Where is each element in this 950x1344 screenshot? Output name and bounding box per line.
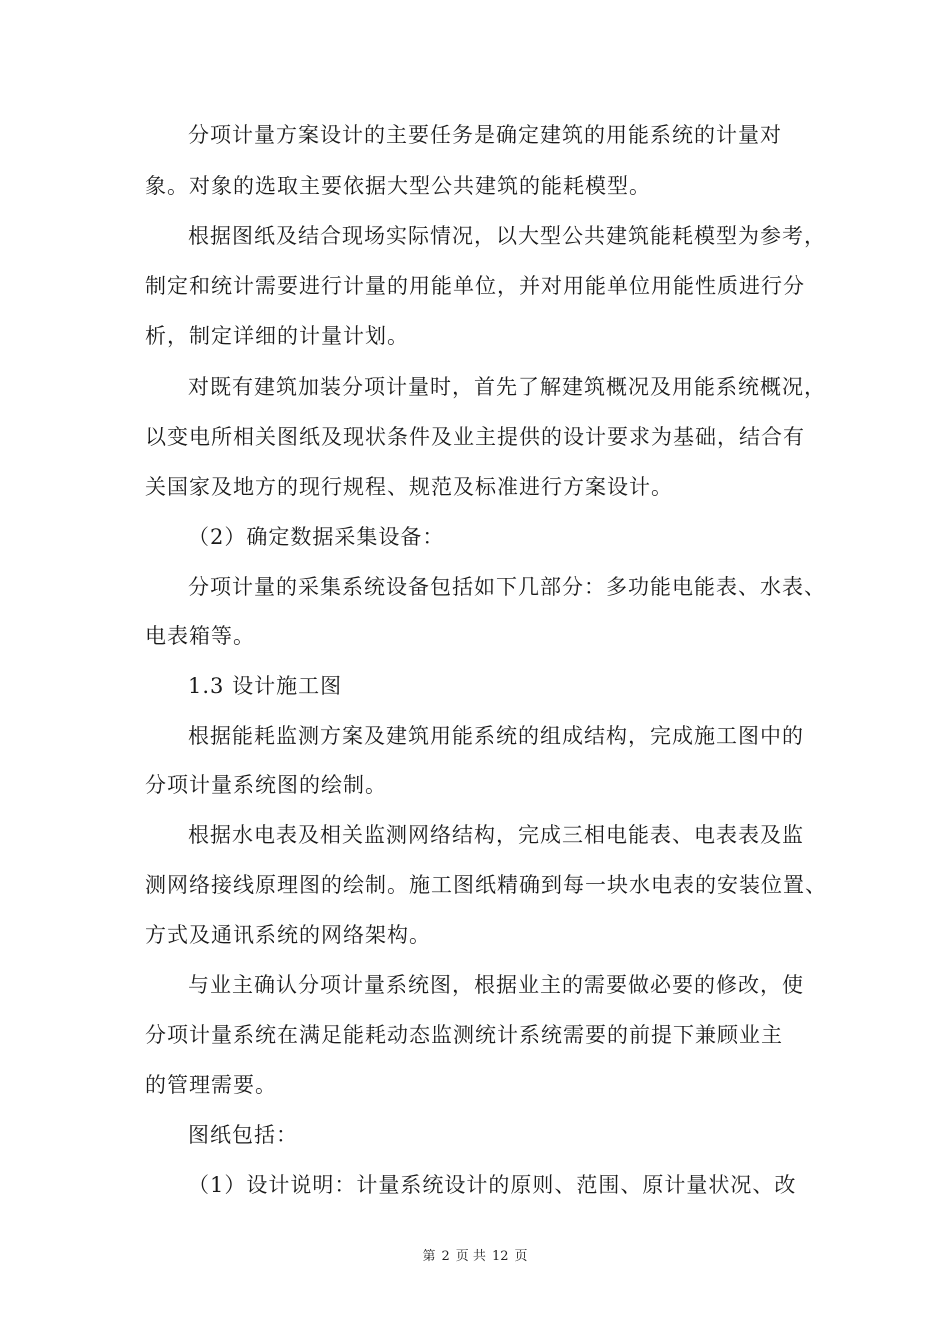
paragraph-line: 的管理需要。 — [145, 1073, 277, 1097]
footer-prefix: 第 — [422, 1249, 436, 1264]
page-footer — [0, 1248, 950, 1266]
paragraph-line: 分项计量的采集系统设备包括如下几部分：多功能电能表、水表、 — [188, 575, 826, 599]
paragraph-line: 分项计量系统在满足能耗动态监测统计系统需要的前提下兼顾业主 — [145, 1023, 783, 1047]
footer-page-number: 2 — [441, 1249, 450, 1264]
footer-total-pages: 12 — [491, 1249, 509, 1264]
paragraph-line: 析，制定详细的计量计划。 — [145, 324, 409, 348]
paragraph-line: 以变电所相关图纸及现状条件及业主提供的设计要求为基础，结合有 — [145, 425, 805, 449]
paragraph-line: 根据水电表及相关监测网络结构，完成三相电能表、电表表及监 — [188, 823, 804, 847]
paragraph-line: 象。对象的选取主要依据大型公共建筑的能耗模型。 — [145, 174, 651, 198]
paragraph-line: 制定和统计需要进行计量的用能单位，并对用能单位用能性质进行分 — [145, 274, 805, 298]
section-heading: 1.3 设计施工图 — [188, 674, 343, 698]
footer-suffix: 页 — [514, 1249, 528, 1264]
paragraph-line: 根据能耗监测方案及建筑用能系统的组成结构，完成施工图中的 — [188, 724, 804, 748]
paragraph-line: 对既有建筑加装分项计量时，首先了解建筑概况及用能系统概况， — [188, 375, 826, 399]
section-item: （2）确定数据采集设备： — [188, 525, 445, 549]
paragraph-line: 电表箱等。 — [145, 624, 255, 648]
section-item: （1）设计说明：计量系统设计的原则、范围、原计量状况、改 — [188, 1173, 797, 1197]
paragraph-line: 根据图纸及结合现场实际情况，以大型公共建筑能耗模型为参考， — [188, 224, 826, 248]
paragraph-line: 与业主确认分项计量系统图，根据业主的需要做必要的修改，使 — [188, 973, 804, 997]
paragraph-line: 图纸包括： — [188, 1123, 298, 1147]
paragraph-line: 关国家及地方的现行规程、规范及标准进行方案设计。 — [145, 475, 673, 499]
paragraph-line: 分项计量系统图的绘制。 — [145, 773, 387, 797]
paragraph-line: 分项计量方案设计的主要任务是确定建筑的用能系统的计量对 — [188, 123, 782, 147]
paragraph-line: 方式及通讯系统的网络架构。 — [145, 923, 431, 947]
paragraph-line: 测网络接线原理图的绘制。施工图纸精确到每一块水电表的安装位置、 — [145, 873, 827, 897]
footer-middle: 页 共 — [455, 1249, 486, 1264]
